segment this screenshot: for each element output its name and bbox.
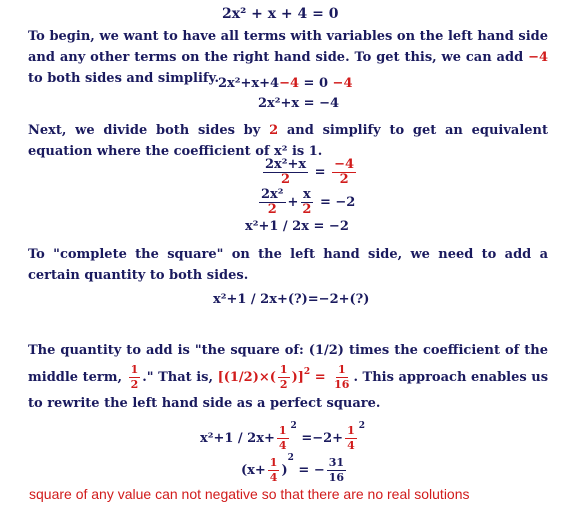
no-real-solutions-note: square of any value can not negative so that there are no real solutions	[29, 486, 470, 502]
final-add-rhs-fraction	[345, 424, 357, 453]
square-result-num: 1	[337, 363, 346, 376]
perfect-square-result-den: 16	[328, 471, 345, 484]
middle-coefficient-fraction	[129, 363, 141, 392]
perfect-square-exp: 2	[287, 453, 294, 463]
reduced-equation: x²+1 / 2x = −2	[245, 219, 349, 234]
divided-rhs-fraction	[332, 158, 356, 187]
paragraph-quantity-end: . This approach enables us to rewrite the left hand side as a perfect square.	[28, 370, 549, 411]
split-a-num: 2x²	[261, 187, 284, 202]
middle-coef-den: 2	[130, 378, 139, 391]
divided-lhs-den: 2	[281, 172, 291, 187]
square-expr-open: [(1/2)×(	[217, 370, 276, 385]
split-b-den: 2	[302, 202, 312, 217]
add-step-rhs-red: −4	[332, 76, 353, 91]
square-result-den: 16	[334, 378, 350, 391]
final-add-lhs: x²+1 / 2x+	[200, 431, 275, 446]
paragraph-begin-red-term: −4	[528, 50, 549, 65]
final-add-lhs-exp: 2	[290, 421, 297, 431]
paragraph-quantity-mid: ." That is,	[142, 370, 214, 385]
paragraph-quantity-start: The quantity to add is "the square of: (1/2) times the coefficient of the middle term,	[28, 343, 548, 385]
divided-rhs-num: −4	[334, 157, 355, 172]
perfect-square-den: 4	[269, 471, 278, 484]
complete-square-setup: x²+1 / 2x+(?)=−2+(?)	[213, 292, 370, 307]
square-expr-fraction	[278, 363, 290, 392]
divided-lhs-num: 2x²+x	[265, 157, 307, 172]
divided-equation	[261, 158, 358, 187]
perfect-square-open: (x+	[241, 463, 266, 478]
final-add-rhs-den: 4	[347, 439, 355, 452]
add-step-mid: = 0	[299, 76, 333, 91]
perfect-square-result-num: 31	[328, 456, 345, 469]
final-add-rhs-exp: 2	[358, 421, 365, 431]
middle-coef-num: 1	[130, 363, 139, 376]
final-add-equation	[200, 421, 365, 453]
square-expr-exponent: 2	[303, 367, 311, 377]
final-add-lhs-fraction	[277, 424, 289, 453]
perfect-square-eq: = −	[298, 463, 325, 478]
simplified-equation: 2x²+x = −4	[258, 96, 340, 111]
final-add-rhs-num: 1	[347, 424, 355, 437]
split-b-fraction	[300, 188, 313, 217]
final-add-lhs-den: 4	[278, 439, 287, 452]
paragraph-begin-text: To begin, we want to have all terms with variables on the left hand side and any other terms on the right hand side. To get this, we can add	[28, 29, 548, 65]
equals-sign: =	[314, 165, 326, 180]
paragraph-divide	[28, 120, 548, 162]
paragraph-divide-red: 2	[269, 123, 279, 138]
split-a-fraction	[259, 188, 286, 217]
add-step-equation	[218, 76, 353, 91]
final-add-lhs-num: 1	[278, 424, 287, 437]
square-expr-close: )]	[291, 370, 304, 385]
split-b-num: x	[303, 187, 311, 202]
final-add-rhs: =−2+	[301, 431, 344, 446]
square-expr-equals: =	[310, 370, 331, 385]
paragraph-begin-end: to both sides and simplify.	[28, 71, 220, 86]
divided-rhs-den: 2	[339, 172, 349, 187]
square-expression	[217, 363, 311, 391]
perfect-square-fraction	[268, 456, 280, 485]
square-result-fraction	[332, 363, 351, 392]
add-step-lhs: 2x²+x+4	[218, 76, 280, 91]
square-expr-den: 2	[279, 378, 288, 391]
split-rhs: = −2	[319, 195, 356, 210]
plus-sign: +	[287, 195, 299, 210]
paragraph-quantity	[28, 339, 548, 416]
paragraph-divide-end: and simplify to get an equivalent equation where the coefficient of x² is 1.	[28, 123, 548, 159]
square-expr-num: 1	[279, 363, 288, 376]
perfect-square-num: 1	[269, 456, 278, 469]
paragraph-complete-square: To "complete the square" on the left hand side, we need to add a certain quantity to both sides.	[28, 247, 548, 283]
perfect-square-equation	[241, 453, 348, 485]
top-equation: 2x² + x + 4 = 0	[222, 6, 339, 22]
add-step-red: −4	[279, 76, 300, 91]
split-a-den: 2	[267, 202, 277, 217]
paragraph-divide-start: Next, we divide both sides by	[28, 123, 261, 138]
split-equation	[257, 188, 355, 217]
divided-lhs-fraction	[263, 158, 308, 187]
perfect-square-result	[327, 456, 346, 485]
perfect-square-close: )	[281, 463, 288, 478]
